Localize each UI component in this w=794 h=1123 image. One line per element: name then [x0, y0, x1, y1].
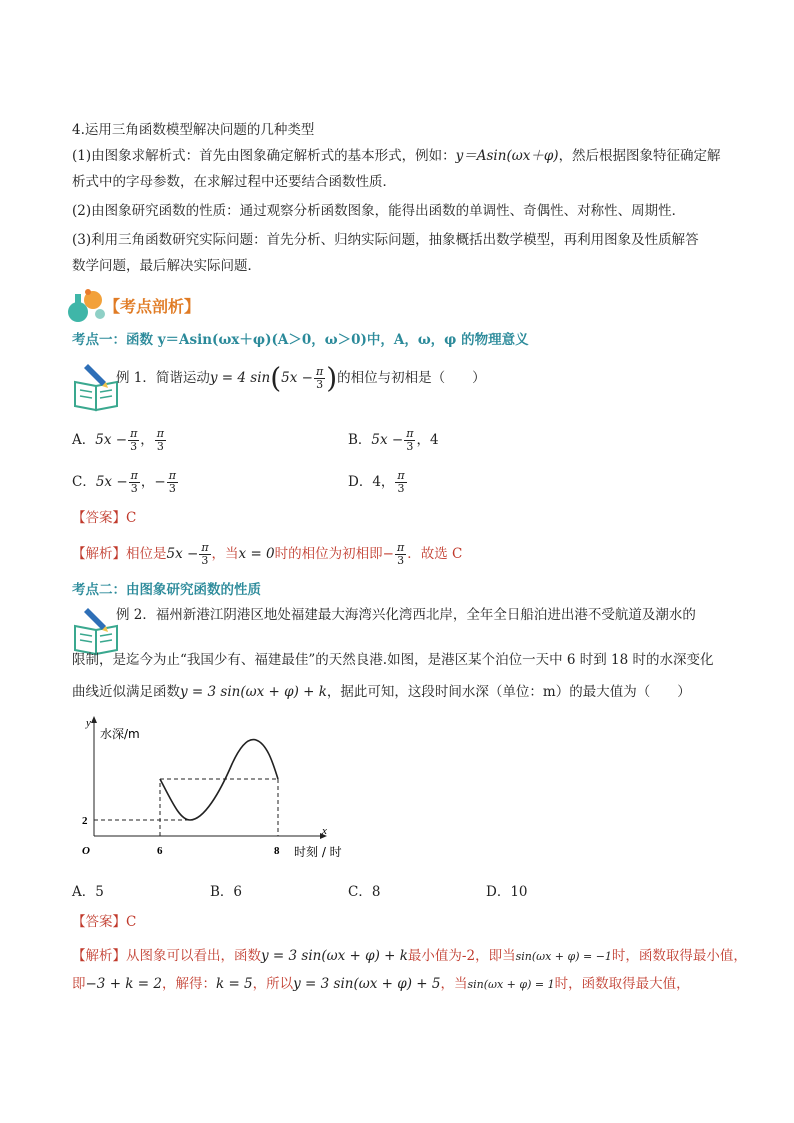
ex2-explanation-line1: 【解析】从图象可以看出，函数y = 3 sin(ωx + φ) + k最小值为-2，即当sin(ωx + φ) = −1时，函数取得最小值， [72, 948, 747, 964]
ex1-option-c[interactable]: C．5x − $\frac{\pi}{3}$ ，− $\frac{\pi}{3}$ [72, 469, 176, 495]
summary-p1-line2: 析式中的字母参数，在求解过程中还要结合函数性质． [72, 174, 396, 190]
y-unit-label: 水深/m [100, 727, 140, 741]
section-title: 【考点剖析】 [104, 297, 201, 316]
ex2-option-a[interactable]: A．5 [72, 884, 104, 900]
ex2-line1: 例 2．福州新港江阴港区地处福建最大海湾兴化湾西北岸，全年全日船泊进出港不受航道及潮水的 [116, 607, 696, 623]
x-unit-label: 时刻 / 时 [294, 845, 342, 859]
ex2-line3: 曲线近似满足函数y = 3 sin(ωx + φ) + k，据此可知，这段时间水深（单位：m）的最大值为（ ） [72, 684, 691, 700]
y-axis-arrow [91, 716, 97, 723]
tick-y-2: 2 [82, 815, 88, 827]
origin-label: O [82, 845, 90, 857]
book-pen-icon [72, 604, 120, 656]
flask-icon [64, 286, 108, 326]
summary-p1-line1: (1)由图象求解析式：首先由图象确定解析式的基本形式，例如：y＝Asin(ωx＋φ)，然后根据图象特征确定解 [72, 148, 721, 164]
ex2-option-d[interactable]: D．10 [486, 884, 528, 900]
ex1-answer: 【答案】C [72, 510, 137, 526]
ex2-answer: 【答案】C [72, 914, 137, 930]
ex1-option-a[interactable]: A．5x − $\frac{\pi}{3}$ ， $\frac{\pi}{3}$ [72, 427, 165, 453]
ex1-option-d[interactable]: D．4， $\frac{\pi}{3}$ [348, 469, 405, 495]
ex2-line2: 限制，是迄今为止“我国少有、福建最佳”的天然良港.如图，是港区某个泊位一天中 6 时到 18 时的水深变化 [72, 652, 714, 668]
x-axis-label: x [322, 825, 327, 837]
water-depth-graph [72, 712, 342, 862]
summary-p3-line1: (3)利用三角函数研究实际问题：首先分析、归纳实际问题，抽象概括出数学模型，再利用图象及性质解答 [72, 232, 699, 248]
fraction: $\frac{\pi}{3}$ [315, 365, 324, 391]
tick-x-6: 6 [157, 845, 163, 857]
ex1-explanation: 【解析】相位是5x − $\frac{\pi}{3}$ ，当x = 0时的相位为初相即− $\frac{\pi}{3}$ ．故选 C [72, 541, 463, 567]
summary-p3-line2: 数学问题，最后解决实际问题． [72, 258, 261, 274]
tick-x-8: 8 [274, 845, 280, 857]
ex1-question: 例 1．简谐运动y = 4 sin(5x − $\frac{\pi}{3}$ )的相位与初相是（ ） [116, 361, 486, 395]
kp1-title: 考点一：函数 y＝Asin(ωx＋φ)(A＞0，ω＞0)中，A，ω，φ 的物理意义 [72, 332, 529, 348]
summary-heading: 4.运用三角函数模型解决问题的几种类型 [72, 122, 315, 138]
ex1-option-b[interactable]: B．5x − $\frac{\pi}{3}$ ，4 [348, 427, 439, 453]
summary-p2: (2)由图象研究函数的性质：通过观察分析函数图象，能得出函数的单调性、奇偶性、对称性、周期性． [72, 203, 686, 219]
ex2-option-b[interactable]: B．6 [210, 884, 243, 900]
y-axis-label: y [86, 717, 91, 729]
kp2-title: 考点二：由图象研究函数的性质 [72, 582, 261, 598]
ex2-option-c[interactable]: C．8 [348, 884, 381, 900]
book-pen-icon [72, 360, 120, 412]
ex2-explanation-line2: 即−3 + k = 2，解得：k = 5，所以y = 3 sin(ωx + φ) + 5，当sin(ωx + φ) = 1时，函数取得最大值， [72, 976, 690, 992]
formula: y＝Asin(ωx＋φ) [455, 148, 559, 164]
depth-curve [160, 740, 278, 820]
